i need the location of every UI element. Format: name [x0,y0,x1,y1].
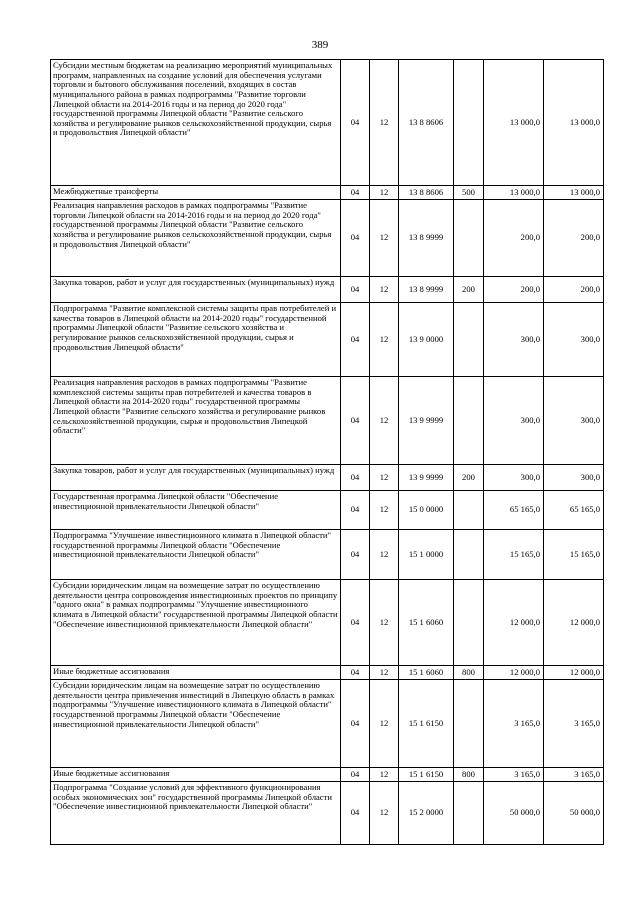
row-expense-type [454,303,484,377]
row-amount-1: 3 165,0 [484,680,544,768]
row-amount-2: 12 000,0 [544,666,604,680]
row-target-code: 15 2 0000 [399,782,454,845]
row-expense-type [454,491,484,530]
row-target-code: 15 1 6060 [399,580,454,666]
row-name: Закупка товаров, работ и услуг для государственных (муниципальных) нужд [51,277,341,303]
row-subsection-code: 12 [370,60,399,186]
row-amount-1: 200,0 [484,277,544,303]
row-name: Государственная программа Липецкой области "Обеспечение инвестиционной привлекательности Липецкой области" [51,491,341,530]
row-section-code: 04 [341,491,370,530]
row-expense-type [454,782,484,845]
row-amount-1: 15 165,0 [484,530,544,580]
row-expense-type: 800 [454,768,484,782]
row-section-code: 04 [341,768,370,782]
row-section-code: 04 [341,277,370,303]
row-amount-2: 3 165,0 [544,680,604,768]
row-section-code: 04 [341,666,370,680]
table-row [51,530,604,580]
row-section-code: 04 [341,680,370,768]
row-amount-2: 50 000,0 [544,782,604,845]
row-subsection-code: 12 [370,200,399,277]
table-row [51,277,604,303]
row-name: Подпрограмма "Улучшение инвестиционного климата в Липецкой области" государственной программы Липецкой области "Обеспечение инвестиционной привлекательности Липецкой области" [51,530,341,580]
row-subsection-code: 12 [370,768,399,782]
row-name: Подпрограмма "Развитие комплексной системы защиты прав потребителей и качества товаров в Липецкой области на 2014-2020 годы" государственной программы Липецкой области "Развитие сельского хозяйства и регулирование рынков сельскохозяйственной продукции, сырья и продовольствия Липецкой области" [51,303,341,377]
row-amount-2: 13 000,0 [544,186,604,200]
row-amount-1: 3 165,0 [484,768,544,782]
row-section-code: 04 [341,200,370,277]
table-row [51,768,604,782]
row-section-code: 04 [341,530,370,580]
row-subsection-code: 12 [370,465,399,491]
row-expense-type [454,377,484,465]
row-target-code: 15 1 0000 [399,530,454,580]
row-section-code: 04 [341,465,370,491]
page-number: 389 [311,39,329,51]
row-name: Межбюджетные трансферты [51,186,341,200]
row-name: Реализация направления расходов в рамках подпрограммы "Развитие комплексной системы защиты прав потребителей и качества товаров в Липецкой области на 2014-2020 годы" государственной программы Липецкой области "Развитие сельского хозяйства и регулирование рынков сельскохозяйственной продукции, сырья и продовольствия Липецкой области" [51,377,341,465]
row-name: Субсидии юридическим лицам на возмещение затрат по осуществлению деятельности центра привлечения инвестиций в Липецкую область в рамках подпрограммы "Улучшение инвестиционного климата в Липецкой области" государственной программы Липецкой области "Обеспечение инвестиционной привлекательности Липецкой области" [51,680,341,768]
row-section-code: 04 [341,186,370,200]
table-row [51,377,604,465]
row-subsection-code: 12 [370,782,399,845]
table-row [51,666,604,680]
table-row [51,60,604,186]
budget-table-body [51,60,604,845]
row-section-code: 04 [341,303,370,377]
row-target-code: 13 8 8606 [399,186,454,200]
table-row [51,491,604,530]
row-amount-1: 12 000,0 [484,666,544,680]
row-target-code: 13 8 8606 [399,60,454,186]
row-amount-1: 200,0 [484,200,544,277]
row-expense-type [454,580,484,666]
row-expense-type: 200 [454,277,484,303]
row-target-code: 13 9 0000 [399,303,454,377]
row-section-code: 04 [341,580,370,666]
row-expense-type [454,530,484,580]
row-amount-2: 200,0 [544,277,604,303]
row-subsection-code: 12 [370,303,399,377]
row-amount-2: 12 000,0 [544,580,604,666]
row-amount-2: 65 165,0 [544,491,604,530]
row-expense-type: 800 [454,666,484,680]
row-amount-1: 300,0 [484,303,544,377]
row-subsection-code: 12 [370,680,399,768]
row-amount-2: 300,0 [544,465,604,491]
row-amount-1: 300,0 [484,377,544,465]
row-expense-type: 500 [454,186,484,200]
table-row [51,465,604,491]
table-row [51,680,604,768]
row-subsection-code: 12 [370,580,399,666]
row-name: Закупка товаров, работ и услуг для государственных (муниципальных) нужд [51,465,341,491]
row-target-code: 13 9 9999 [399,465,454,491]
row-amount-1: 12 000,0 [484,580,544,666]
row-section-code: 04 [341,60,370,186]
table-row [51,580,604,666]
row-amount-2: 15 165,0 [544,530,604,580]
row-section-code: 04 [341,782,370,845]
row-target-code: 15 1 6060 [399,666,454,680]
row-expense-type [454,680,484,768]
row-amount-1: 300,0 [484,465,544,491]
row-amount-1: 50 000,0 [484,782,544,845]
row-expense-type [454,60,484,186]
row-expense-type [454,200,484,277]
row-section-code: 04 [341,377,370,465]
row-target-code: 13 9 9999 [399,377,454,465]
row-name: Субсидии юридическим лицам на возмещение затрат по осуществлению деятельности центра сопровождения инвестиционных проектов по принципу "одного окна" в рамках подпрограммы "Улучшение инвестиционного климата в Липецкой области" государственной программы Липецкой области "Обеспечение инвестиционной привлекательности Липецкой области" [51,580,341,666]
row-name: Подпрограмма "Создание условий для эффективного функционирования особых экономических зон" государственной программы Липецкой области "Обеспечение инвестиционной привлекательности Липецкой области" [51,782,341,845]
row-name: Иные бюджетные ассигнования [51,768,341,782]
table-row [51,186,604,200]
row-target-code: 15 0 0000 [399,491,454,530]
row-name: Реализация направления расходов в рамках подпрограммы "Развитие торговли Липецкой области на 2014-2016 годы и на период до 2020 года" государственной программы Липецкой области "Развитие сельского хозяйства и регулирование рынков сельскохозяйственной продукции, сырья и продовольствия Липецкой области" [51,200,341,277]
table-row [51,303,604,377]
row-name: Иные бюджетные ассигнования [51,666,341,680]
row-name: Субсидии местным бюджетам на реализацию мероприятий муниципальных программ, направленных на создание условий для обеспечения услугами торговли и бытового обслуживания поселений, входящих в состав муниципального района в рамках подпрограммы "Развитие торговли Липецкой области на 2014-2016 годы и на период до 2020 года" государственной программы Липецкой области "Развитие сельского хозяйства и регулирование рынков сельскохозяйственной продукции, сырья и продовольствия Липецкой области" [51,60,341,186]
row-subsection-code: 12 [370,277,399,303]
row-amount-1: 65 165,0 [484,491,544,530]
row-subsection-code: 12 [370,491,399,530]
row-amount-2: 200,0 [544,200,604,277]
row-amount-2: 3 165,0 [544,768,604,782]
row-expense-type: 200 [454,465,484,491]
row-target-code: 15 1 6150 [399,680,454,768]
row-amount-1: 13 000,0 [484,60,544,186]
row-target-code: 15 1 6150 [399,768,454,782]
table-row [51,200,604,277]
row-subsection-code: 12 [370,377,399,465]
row-amount-2: 300,0 [544,377,604,465]
row-subsection-code: 12 [370,666,399,680]
row-amount-2: 13 000,0 [544,60,604,186]
row-amount-2: 300,0 [544,303,604,377]
table-row [51,782,604,845]
row-target-code: 13 8 9999 [399,200,454,277]
row-target-code: 13 8 9999 [399,277,454,303]
row-amount-1: 13 000,0 [484,186,544,200]
row-subsection-code: 12 [370,186,399,200]
budget-table [50,59,604,845]
row-subsection-code: 12 [370,530,399,580]
